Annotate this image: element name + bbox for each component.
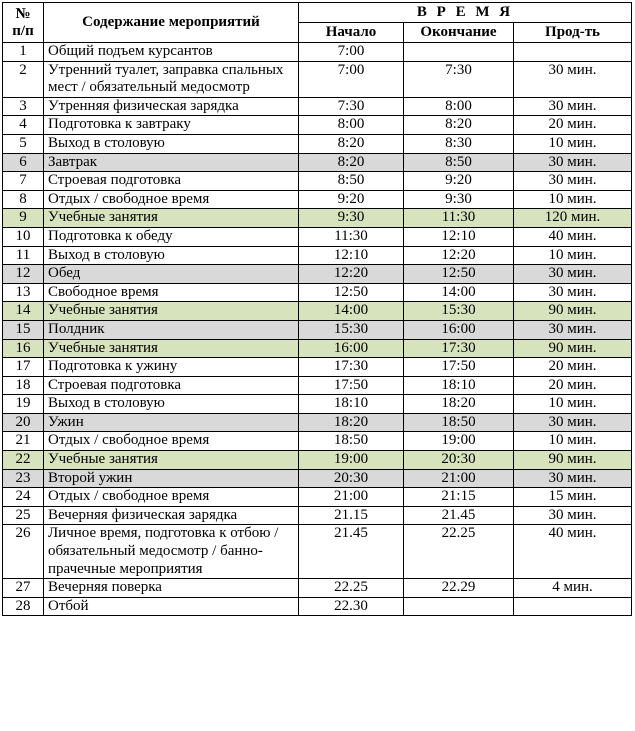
- table-row: [3, 451, 632, 470]
- row-duration: 120 мин.: [514, 209, 632, 228]
- row-activity: Учебные занятия: [44, 209, 299, 228]
- row-activity: Обед: [44, 265, 299, 284]
- row-activity: Вечерняя поверка: [44, 579, 299, 598]
- row-activity: Строевая подготовка: [44, 376, 299, 395]
- row-number: 6: [3, 153, 44, 172]
- row-end-time: 8:30: [404, 134, 514, 153]
- row-duration: 30 мин.: [514, 283, 632, 302]
- table-row: [3, 153, 632, 172]
- table-row: [3, 413, 632, 432]
- header-num: № п/п: [3, 3, 44, 43]
- row-end-time: 17:50: [404, 358, 514, 377]
- row-number: 22: [3, 451, 44, 470]
- row-start-time: 21.15: [299, 506, 404, 525]
- row-start-time: 12:10: [299, 246, 404, 265]
- row-number: 24: [3, 488, 44, 507]
- row-number: 26: [3, 525, 44, 579]
- row-end-time: 17:30: [404, 339, 514, 358]
- row-activity: Отдых / свободное время: [44, 190, 299, 209]
- row-end-time: [404, 597, 514, 616]
- row-number: 25: [3, 506, 44, 525]
- row-number: 28: [3, 597, 44, 616]
- table-row: [3, 432, 632, 451]
- row-start-time: 7:00: [299, 43, 404, 62]
- row-number: 27: [3, 579, 44, 598]
- row-number: 15: [3, 320, 44, 339]
- row-activity: Личное время, подготовка к отбою / обязательный медосмотр / банно-прачечные мероприятия: [44, 525, 299, 579]
- row-end-time: 18:20: [404, 395, 514, 414]
- row-duration: 20 мин.: [514, 116, 632, 135]
- row-start-time: 12:50: [299, 283, 404, 302]
- row-end-time: 9:20: [404, 172, 514, 191]
- row-end-time: 16:00: [404, 320, 514, 339]
- table-row: [3, 320, 632, 339]
- row-number: 11: [3, 246, 44, 265]
- row-end-time: 21:00: [404, 469, 514, 488]
- row-duration: 30 мин.: [514, 97, 632, 116]
- row-start-time: 7:00: [299, 61, 404, 97]
- table-row: [3, 61, 632, 97]
- row-duration: 30 мин.: [514, 469, 632, 488]
- row-number: 23: [3, 469, 44, 488]
- row-start-time: 21.45: [299, 525, 404, 579]
- row-duration: 30 мин.: [514, 61, 632, 97]
- row-start-time: 18:50: [299, 432, 404, 451]
- row-activity: Вечерняя физическая зарядка: [44, 506, 299, 525]
- row-duration: 20 мин.: [514, 376, 632, 395]
- row-number: 19: [3, 395, 44, 414]
- row-number: 13: [3, 283, 44, 302]
- row-duration: 20 мин.: [514, 358, 632, 377]
- row-activity: Подготовка к обеду: [44, 227, 299, 246]
- row-start-time: 22.25: [299, 579, 404, 598]
- row-end-time: 21.45: [404, 506, 514, 525]
- table-row: [3, 283, 632, 302]
- table-row: [3, 525, 632, 579]
- row-duration: [514, 597, 632, 616]
- row-number: 18: [3, 376, 44, 395]
- row-number: 16: [3, 339, 44, 358]
- row-activity: Строевая подготовка: [44, 172, 299, 191]
- row-duration: 4 мин.: [514, 579, 632, 598]
- row-number: 3: [3, 97, 44, 116]
- table-row: [3, 488, 632, 507]
- row-number: 7: [3, 172, 44, 191]
- row-start-time: 19:00: [299, 451, 404, 470]
- table-row: [3, 597, 632, 616]
- table-row: [3, 246, 632, 265]
- table-row: [3, 97, 632, 116]
- row-start-time: 17:30: [299, 358, 404, 377]
- row-activity: Отбой: [44, 597, 299, 616]
- row-start-time: 15:30: [299, 320, 404, 339]
- row-end-time: 18:50: [404, 413, 514, 432]
- row-start-time: 21:00: [299, 488, 404, 507]
- row-end-time: 8:50: [404, 153, 514, 172]
- row-end-time: [404, 43, 514, 62]
- row-activity: Учебные занятия: [44, 451, 299, 470]
- row-number: 9: [3, 209, 44, 228]
- row-duration: 30 мин.: [514, 506, 632, 525]
- row-end-time: 8:00: [404, 97, 514, 116]
- row-activity: Отдых / свободное время: [44, 488, 299, 507]
- row-activity: Общий подъем курсантов: [44, 43, 299, 62]
- row-activity: Ужин: [44, 413, 299, 432]
- table-row: [3, 190, 632, 209]
- row-activity: Свободное время: [44, 283, 299, 302]
- row-number: 1: [3, 43, 44, 62]
- row-start-time: 11:30: [299, 227, 404, 246]
- row-end-time: 22.25: [404, 525, 514, 579]
- row-duration: 30 мин.: [514, 172, 632, 191]
- row-activity: Завтрак: [44, 153, 299, 172]
- row-activity: Выход в столовую: [44, 395, 299, 414]
- row-duration: 30 мин.: [514, 153, 632, 172]
- table-row: [3, 172, 632, 191]
- row-end-time: 12:50: [404, 265, 514, 284]
- row-number: 20: [3, 413, 44, 432]
- row-end-time: 12:10: [404, 227, 514, 246]
- row-end-time: 18:10: [404, 376, 514, 395]
- row-end-time: 22.29: [404, 579, 514, 598]
- header-start: Начало: [299, 23, 404, 43]
- row-start-time: 9:20: [299, 190, 404, 209]
- row-start-time: 18:20: [299, 413, 404, 432]
- row-start-time: 22.30: [299, 597, 404, 616]
- row-duration: 15 мин.: [514, 488, 632, 507]
- table-row: [3, 579, 632, 598]
- row-duration: 30 мин.: [514, 413, 632, 432]
- row-number: 2: [3, 61, 44, 97]
- table-row: [3, 469, 632, 488]
- row-duration: 90 мин.: [514, 339, 632, 358]
- row-number: 12: [3, 265, 44, 284]
- row-end-time: 12:20: [404, 246, 514, 265]
- row-activity: Выход в столовую: [44, 246, 299, 265]
- table-row: [3, 506, 632, 525]
- table-row: [3, 227, 632, 246]
- row-activity: Подготовка к завтраку: [44, 116, 299, 135]
- row-start-time: 17:50: [299, 376, 404, 395]
- row-start-time: 12:20: [299, 265, 404, 284]
- row-duration: [514, 43, 632, 62]
- row-duration: 10 мин.: [514, 190, 632, 209]
- table-row: [3, 265, 632, 284]
- table-row: [3, 339, 632, 358]
- row-duration: 40 мин.: [514, 227, 632, 246]
- header-end: Окончание: [404, 23, 514, 43]
- row-end-time: 21:15: [404, 488, 514, 507]
- header-name: Содержание мероприятий: [44, 3, 299, 43]
- row-start-time: 8:50: [299, 172, 404, 191]
- schedule-table: [2, 2, 632, 616]
- row-start-time: 7:30: [299, 97, 404, 116]
- row-activity: Отдых / свободное время: [44, 432, 299, 451]
- row-duration: 40 мин.: [514, 525, 632, 579]
- row-duration: 90 мин.: [514, 302, 632, 321]
- row-activity: Утренний туалет, заправка спальных мест / обязательный медосмотр: [44, 61, 299, 97]
- row-start-time: 14:00: [299, 302, 404, 321]
- row-end-time: 11:30: [404, 209, 514, 228]
- table-row: [3, 209, 632, 228]
- row-duration: 10 мин.: [514, 395, 632, 414]
- row-end-time: 19:00: [404, 432, 514, 451]
- row-activity: Полдник: [44, 320, 299, 339]
- row-activity: Утренняя физическая зарядка: [44, 97, 299, 116]
- row-number: 14: [3, 302, 44, 321]
- row-start-time: 8:20: [299, 134, 404, 153]
- row-activity: Подготовка к ужину: [44, 358, 299, 377]
- row-end-time: 15:30: [404, 302, 514, 321]
- table-row: [3, 134, 632, 153]
- row-number: 17: [3, 358, 44, 377]
- row-start-time: 8:20: [299, 153, 404, 172]
- row-duration: 90 мин.: [514, 451, 632, 470]
- row-start-time: 8:00: [299, 116, 404, 135]
- row-number: 4: [3, 116, 44, 135]
- row-activity: Учебные занятия: [44, 302, 299, 321]
- row-end-time: 8:20: [404, 116, 514, 135]
- row-start-time: 16:00: [299, 339, 404, 358]
- row-start-time: 20:30: [299, 469, 404, 488]
- header-duration: Прод-ть: [514, 23, 632, 43]
- row-start-time: 9:30: [299, 209, 404, 228]
- row-activity: Учебные занятия: [44, 339, 299, 358]
- row-duration: 30 мин.: [514, 320, 632, 339]
- row-start-time: 18:10: [299, 395, 404, 414]
- row-number: 5: [3, 134, 44, 153]
- table-row: [3, 43, 632, 62]
- table-body: [3, 43, 632, 616]
- table-row: [3, 358, 632, 377]
- table-row: [3, 116, 632, 135]
- row-number: 10: [3, 227, 44, 246]
- row-end-time: 7:30: [404, 61, 514, 97]
- row-duration: 10 мин.: [514, 432, 632, 451]
- row-activity: Выход в столовую: [44, 134, 299, 153]
- table-header: [3, 3, 632, 43]
- row-activity: Второй ужин: [44, 469, 299, 488]
- row-end-time: 14:00: [404, 283, 514, 302]
- row-duration: 10 мин.: [514, 134, 632, 153]
- row-end-time: 20:30: [404, 451, 514, 470]
- header-time: В Р Е М Я: [299, 3, 632, 23]
- row-end-time: 9:30: [404, 190, 514, 209]
- table-row: [3, 376, 632, 395]
- row-number: 21: [3, 432, 44, 451]
- row-duration: 30 мин.: [514, 265, 632, 284]
- table-row: [3, 302, 632, 321]
- table-row: [3, 395, 632, 414]
- row-number: 8: [3, 190, 44, 209]
- row-duration: 10 мин.: [514, 246, 632, 265]
